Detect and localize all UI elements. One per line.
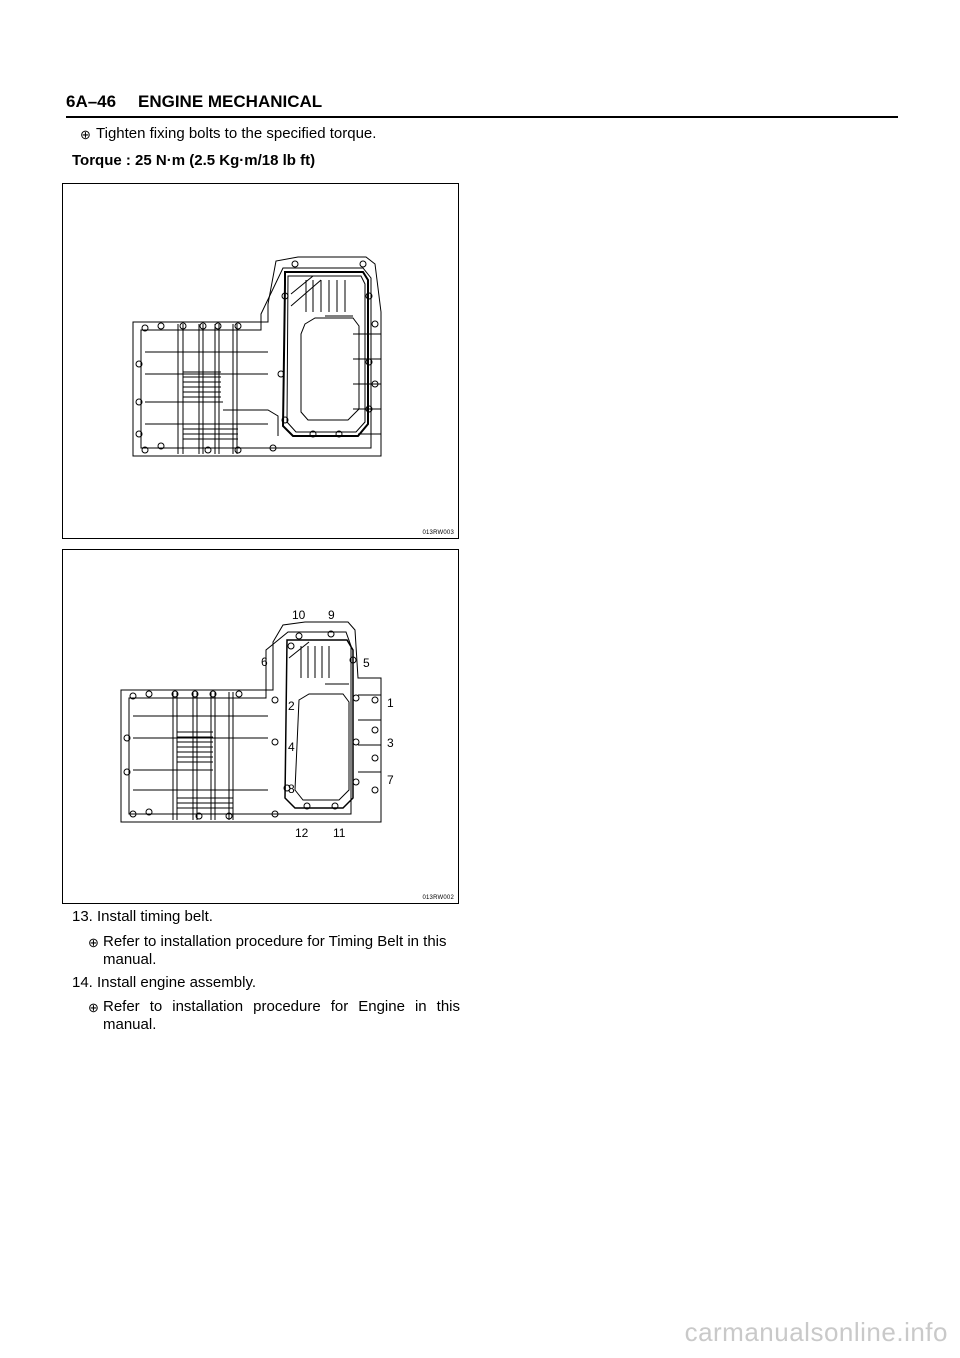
page-number: 6A–46 — [66, 92, 117, 111]
torque-spec: Torque : 25 N·m (2.5 Kg·m/18 lb ft) — [72, 152, 316, 169]
instruction-text: Tighten fixing bolts to the specified torque. — [96, 125, 377, 142]
step-14-title: 14. Install engine assembly. — [72, 974, 256, 991]
bolt-label-4: 4 — [288, 740, 295, 754]
figure-code: 013RW002 — [422, 895, 454, 901]
section-title: ENGINE MECHANICAL — [138, 92, 323, 111]
oil-pan-drawing — [63, 184, 458, 538]
step-14-note-line2: manual. — [103, 1016, 157, 1033]
bolt-label-7: 7 — [387, 773, 394, 787]
bolt-label-6: 6 — [261, 655, 268, 669]
page-header — [66, 90, 898, 116]
bolt-label-1: 1 — [387, 696, 394, 710]
step-13-note-line2: manual. — [103, 951, 157, 968]
step-14-note-line1: Refer to installation procedure for Engine in this — [103, 998, 460, 1015]
bolt-sequence-labels — [261, 608, 394, 840]
bolt-label-12: 12 — [295, 826, 309, 840]
bullet-icon: ⊕ — [80, 127, 91, 142]
bullet-icon: ⊕ — [88, 1000, 99, 1015]
bolt-sequence-figure — [62, 549, 459, 904]
bolt-label-2: 2 — [288, 699, 295, 713]
bolt-label-9: 9 — [328, 608, 335, 622]
bolt-label-5: 5 — [363, 656, 370, 670]
step-13-note-line1: Refer to installation procedure for Timing Belt in this — [103, 933, 447, 950]
watermark: carmanualsonline.info — [684, 1317, 948, 1347]
header-rule — [66, 116, 898, 118]
figure-code: 013RW003 — [422, 530, 454, 536]
bolt-label-8: 8 — [288, 782, 295, 796]
oil-pan-figure — [62, 183, 459, 539]
bolt-label-10: 10 — [292, 608, 306, 622]
bolt-label-11: 11 — [333, 826, 346, 840]
step-13-title: 13. Install timing belt. — [72, 908, 213, 925]
bullet-icon: ⊕ — [88, 935, 99, 950]
bolt-sequence-drawing — [63, 550, 458, 903]
bolt-label-3: 3 — [387, 736, 394, 750]
